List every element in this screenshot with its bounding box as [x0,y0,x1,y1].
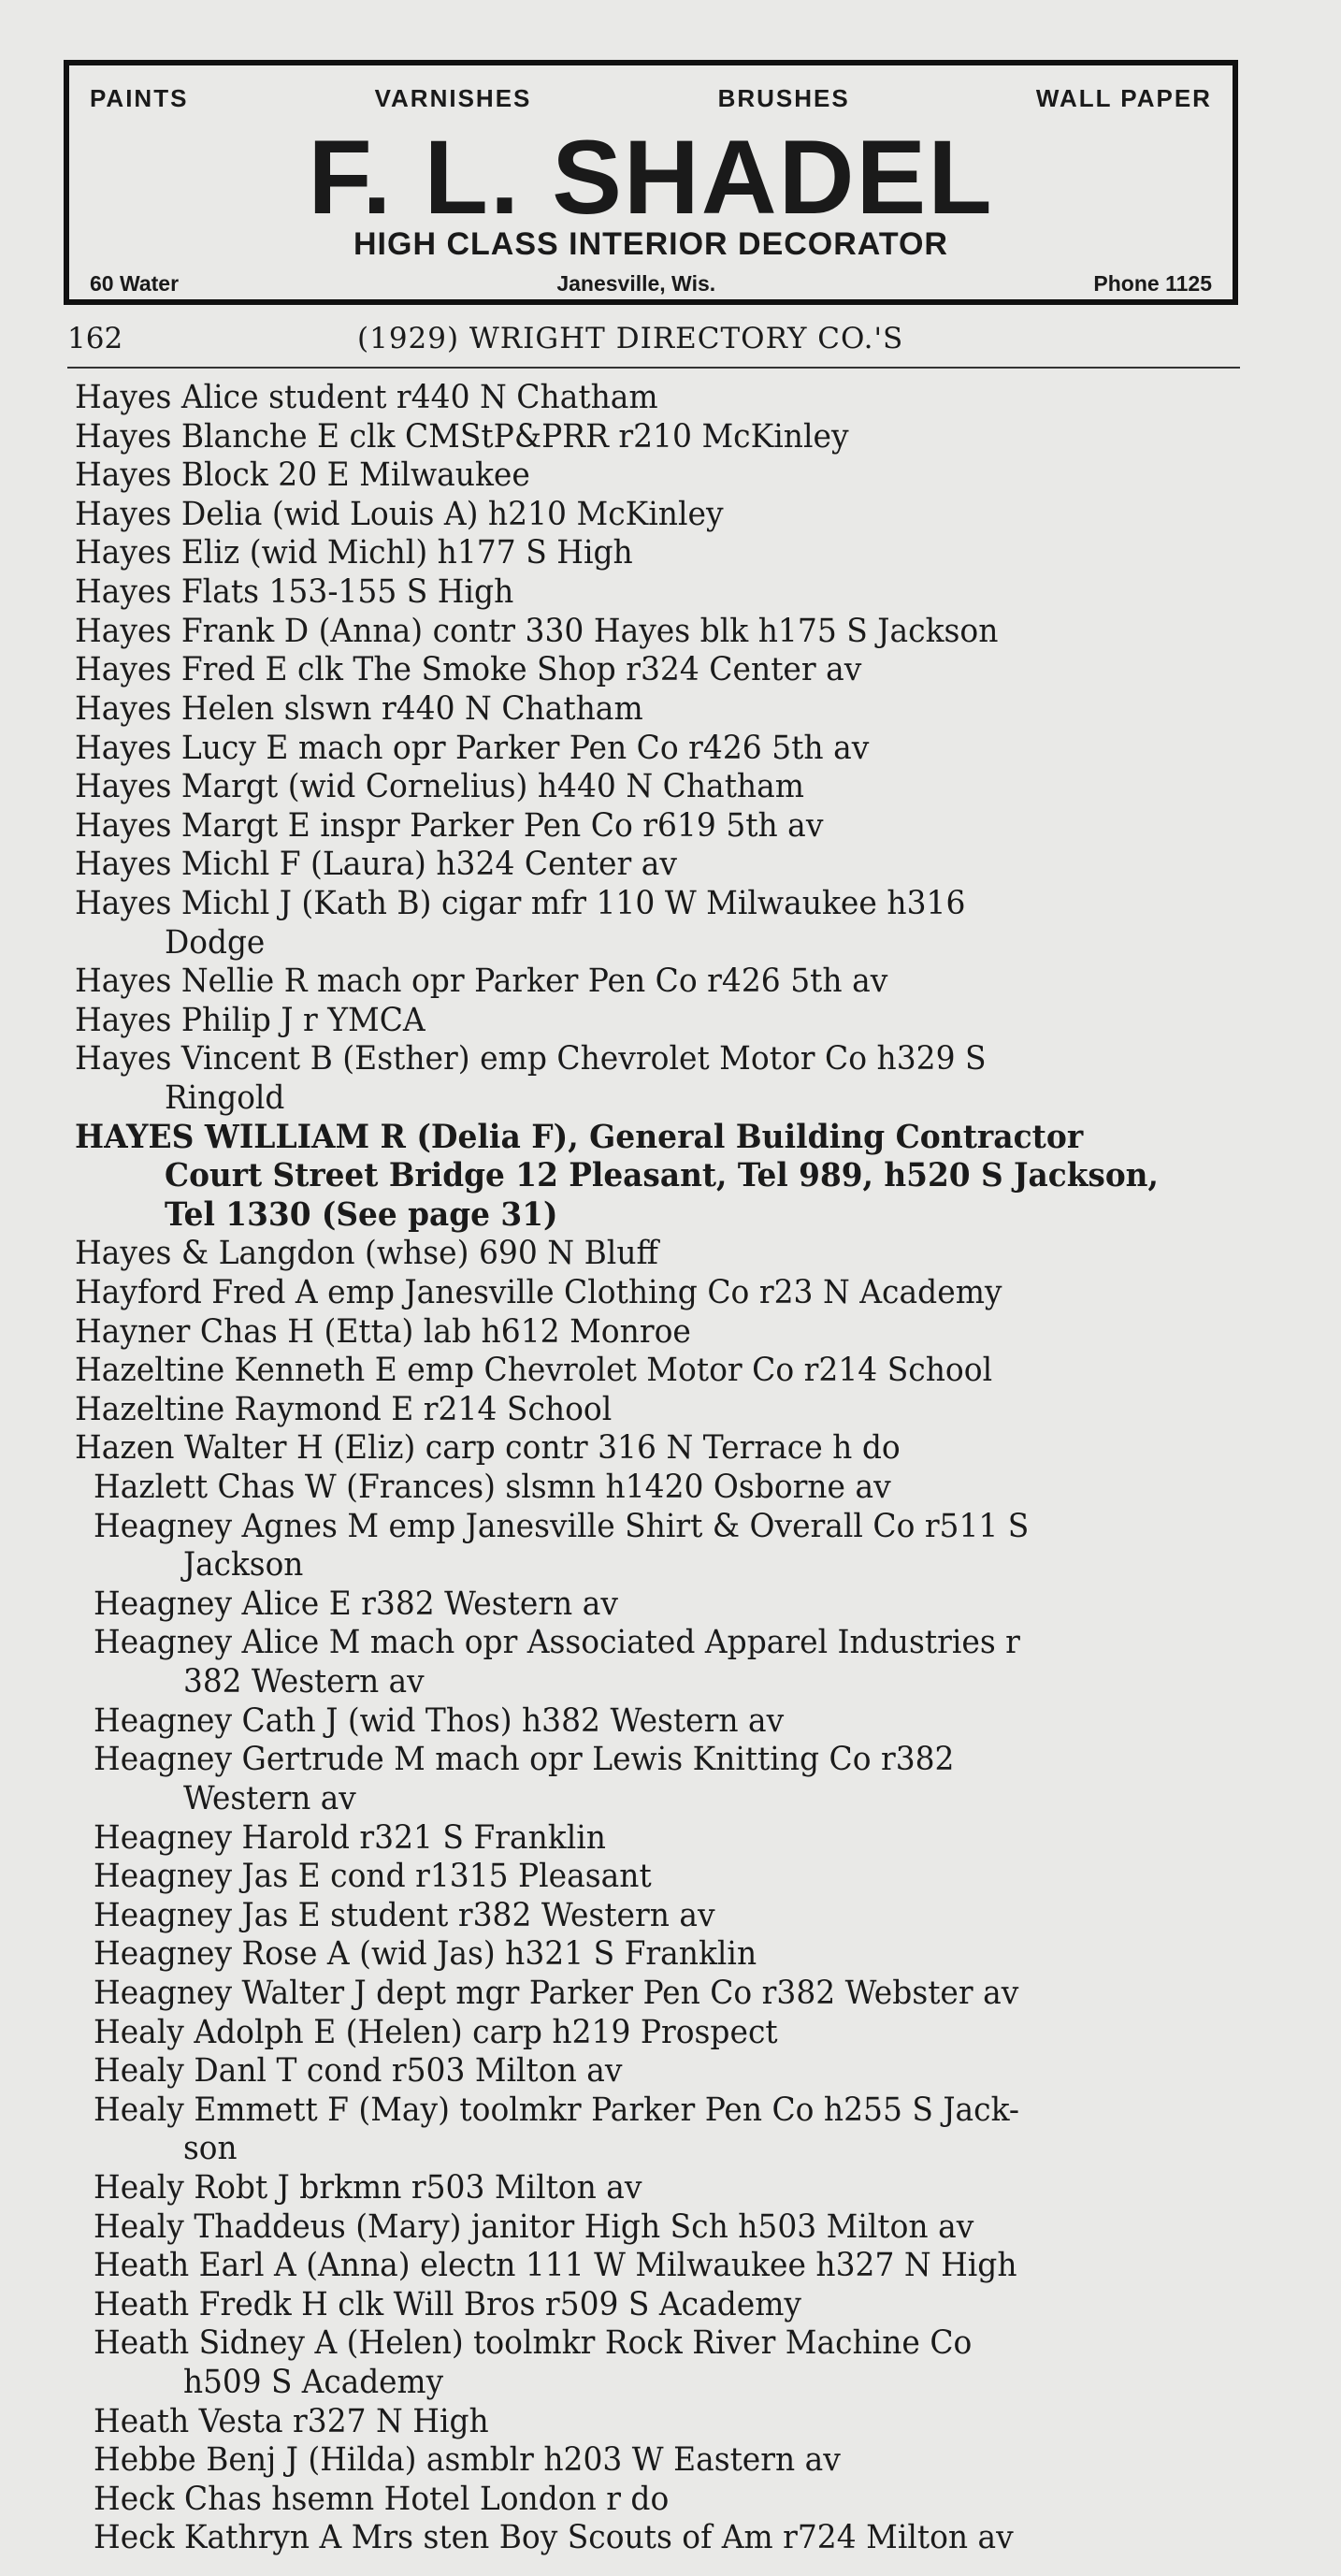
directory-entry [0,1235,1341,1272]
directory-entry [0,1469,1341,1506]
entry-text: Healy Adolph E (Helen) carp h219 Prospect [94,2013,778,2051]
entry-text: Heath Vesta r327 N High [94,2402,489,2440]
entry-text: Heagney Alice E r382 Western av [94,1585,618,1623]
directory-entry [0,1624,1341,1661]
directory-entry [0,613,1341,650]
ad-product-list [90,84,1212,113]
entry-text: Heath Sidney A (Helen) toolmkr Rock River Machine Co [94,2324,973,2363]
entry-text: Hayes Philip J r YMCA [75,1001,425,1039]
entry-continuation-line [0,2364,1341,2401]
directory-entry [0,768,1341,805]
directory-entry [0,573,1341,611]
entry-text: Hayes & Langdon (whse) 690 N Bluff [75,1235,658,1273]
entry-text: Court Street Bridge 12 Pleasant, Tel 989, h520 S Jackson, [165,1157,1159,1195]
directory-entry [0,1819,1341,1857]
directory-entry [0,1040,1341,1078]
directory-entry [0,2169,1341,2207]
page-number: 162 [67,322,123,355]
directory-entry [0,1975,1341,2012]
entry-text: Healy Danl T cond r503 Milton av [94,2052,623,2091]
directory-entries [0,379,1341,2558]
directory-entry [0,651,1341,688]
entry-text: Dodge [165,923,266,962]
entry-text: Hayford Fred A emp Janesville Clothing Co r23 N Academy [75,1274,1002,1311]
entry-text: Hazeltine Raymond E r214 School [75,1390,613,1428]
header-rule [67,367,1240,369]
entry-text: Healy Robt J brkmn r503 Milton av [94,2168,642,2207]
entry-text: Hayes Block 20 E Milwaukee [75,456,530,495]
entry-text: 382 Western av [183,1663,425,1700]
entry-text: Hayes Michl J (Kath B) cigar mfr 110 W Milwaukee h316 [75,884,966,922]
entry-text: Hayes Helen slswn r440 N Chatham [75,689,643,728]
entry-text: h509 S Academy [183,2364,444,2401]
ad-address: 60 Water [90,271,180,296]
entry-text: Hayes Michl F (Laura) h324 Center av [75,846,677,884]
directory-entry [0,1508,1341,1545]
ad-product-brushes: BRUSHES [717,84,850,112]
directory-entry [0,496,1341,533]
directory-entry [0,2208,1341,2246]
directory-entry [0,2403,1341,2440]
entry-text: Heath Fredk H clk Will Bros r509 S Academy [94,2285,802,2323]
entry-continuation-line [0,1780,1341,1817]
directory-entry [0,1702,1341,1740]
directory-entry [0,690,1341,728]
entry-text: Heck Chas hsemn Hotel London r do [94,2480,670,2518]
directory-entry [0,885,1341,922]
entry-text: Heagney Agnes M emp Janesville Shirt & Overall Co r511 S [94,1507,1030,1545]
entry-text: Hayes Alice student r440 N Chatham [75,379,658,416]
entry-text: Hazen Walter H (Eliz) carp contr 316 N Terrace h do [75,1429,901,1468]
directory-entry [0,1391,1341,1428]
entry-text: Heagney Jas E student r382 Western av [94,1896,715,1934]
entry-text: Heagney Rose A (wid Jas) h321 S Franklin [94,1935,757,1974]
directory-entry [0,962,1341,1000]
running-header [67,322,1247,363]
ad-city: Janesville, Wis. [556,271,716,296]
entry-text: Tel 1330 (See page 31) [165,1195,558,1234]
directory-entry [0,1352,1341,1389]
entry-text: Hayes Frank D (Anna) contr 330 Hayes blk h175 S Jackson [75,612,999,650]
entry-text: Hayner Chas H (Etta) lab h612 Monroe [75,1312,691,1351]
directory-entry [0,2052,1341,2090]
directory-entry [0,379,1341,416]
entry-text: Ringold [165,1078,285,1117]
directory-entry [0,846,1341,883]
directory-entry [0,456,1341,494]
entry-text: Hayes Blanche E clk CMStP&PRR r210 McKinley [75,417,849,456]
directory-entry [0,1858,1341,1895]
directory-entry [0,2324,1341,2362]
directory-entry [0,1313,1341,1351]
directory-entry [0,1429,1341,1467]
entry-text: Heagney Jas E cond r1315 Pleasant [94,1858,652,1896]
entry-text: Hayes Fred E clk The Smoke Shop r324 Center av [75,651,862,689]
ad-phone: Phone 1125 [1093,271,1212,296]
directory-entry [0,1741,1341,1778]
ad-product-wallpaper: WALL PAPER [1035,84,1212,112]
entry-text: Heagney Walter J dept mgr Parker Pen Co r382 Webster av [94,1974,1019,2012]
entry-continuation-line [0,2130,1341,2167]
ad-contact-line [90,271,1212,297]
entry-text: Hayes Eliz (wid Michl) h177 S High [75,534,633,572]
entry-continuation-line [0,1079,1341,1117]
directory-entry [0,807,1341,845]
entry-continuation-line [0,924,1341,962]
directory-entry [0,2441,1341,2479]
entry-text: Hebbe Benj J (Hilda) asmblr h203 W Eastern av [94,2441,841,2480]
entry-continuation-line [0,1546,1341,1584]
directory-entry [0,2091,1341,2129]
entry-text: Hayes Nellie R mach opr Parker Pen Co r426 5th av [75,962,888,1001]
entry-text: Heck Kathryn A Mrs sten Boy Scouts of Am r724 Milton av [94,2519,1014,2557]
directory-entry [0,730,1341,767]
entry-continuation-line [0,1663,1341,1700]
directory-entry [0,2286,1341,2323]
entry-text: son [183,2130,238,2168]
entry-text: Hayes Margt (wid Cornelius) h440 N Chatham [75,768,805,806]
directory-entry [0,1274,1341,1311]
entry-text: Heagney Alice M mach opr Associated Apparel Industries r [94,1624,1020,1662]
entry-text: Hazeltine Kenneth E emp Chevrolet Motor Co r214 School [75,1352,993,1390]
ad-product-varnishes: VARNISHES [374,84,532,112]
directory-entry [0,534,1341,572]
entry-text: Hazlett Chas W (Frances) slsmn h1420 Osborne av [94,1469,891,1506]
entry-text: Healy Emmett F (May) toolmkr Parker Pen Co h255 S Jack- [94,2091,1020,2129]
entry-text: Hayes Lucy E mach opr Parker Pen Co r426 5th av [75,729,870,767]
directory-entry [0,2247,1341,2284]
directory-entry [0,1935,1341,1973]
directory-entry [0,1897,1341,1934]
directory-entry [0,1585,1341,1623]
entry-text: Healy Thaddeus (Mary) janitor High Sch h503 Milton av [94,2207,974,2246]
entry-text: Western av [183,1779,356,1817]
entry-text: HAYES WILLIAM R (Delia F), General Building Contractor [75,1118,1084,1156]
entry-text: Hayes Margt E inspr Parker Pen Co r619 5th av [75,806,824,845]
ad-product-paints: PAINTS [90,84,189,112]
entry-text: Hayes Flats 153-155 S High [75,573,514,611]
directory-entry [0,2481,1341,2518]
directory-entry [0,1119,1341,1156]
directory-entry [0,1002,1341,1039]
entry-text: Heagney Gertrude M mach opr Lewis Knitting Co r382 [94,1741,955,1779]
entry-text: Heagney Harold r321 S Franklin [94,1818,606,1857]
directory-entry [0,2519,1341,2556]
advertisement-box [64,60,1238,305]
entry-continuation-line [0,1157,1341,1194]
directory-entry [0,418,1341,456]
entry-text: Hayes Vincent B (Esther) emp Chevrolet Motor Co h329 S [75,1040,987,1078]
entry-text: Hayes Delia (wid Louis A) h210 McKinley [75,495,724,533]
ad-tagline: HIGH CLASS INTERIOR DECORATOR [353,226,948,262]
directory-title: (1929) WRIGHT DIRECTORY CO.'S [357,322,904,355]
entry-text: Jackson [183,1546,304,1585]
ad-business-name: F. L. SHADEL [308,119,994,236]
entry-continuation-line [0,1196,1341,1234]
directory-entry [0,2014,1341,2051]
entry-text: Heath Earl A (Anna) electn 111 W Milwaukee h327 N High [94,2247,1017,2285]
entry-text: Heagney Cath J (wid Thos) h382 Western av [94,1701,785,1740]
